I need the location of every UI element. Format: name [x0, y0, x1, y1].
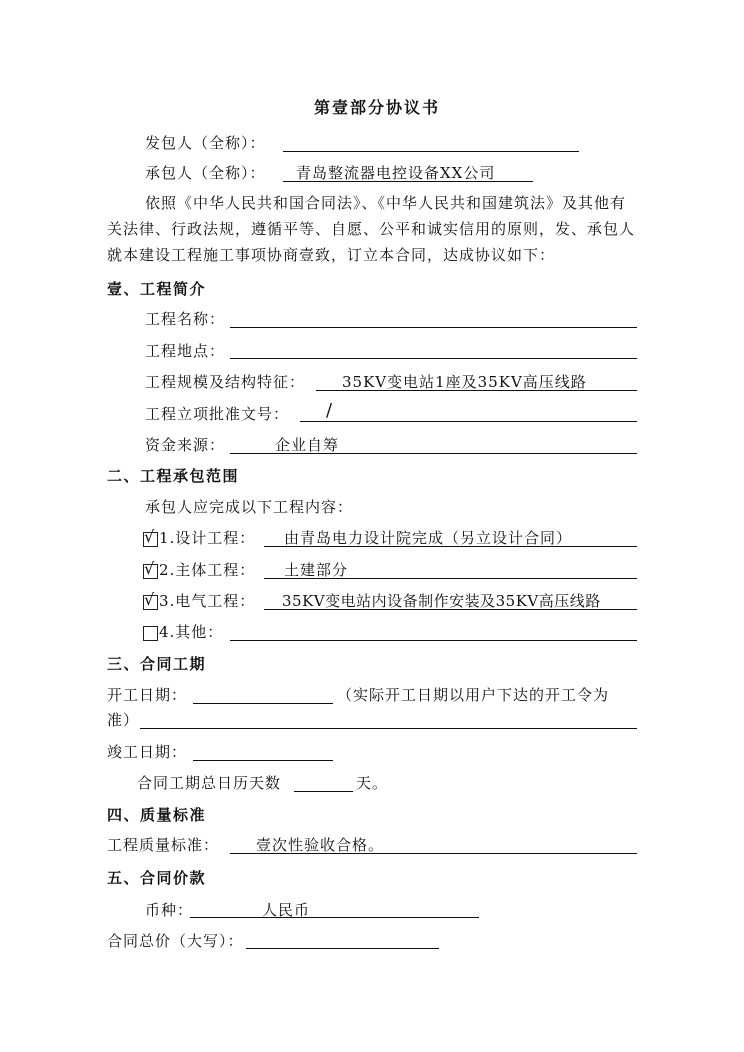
start-date-note: （实际开工日期以用户下达的开工令为: [337, 686, 610, 704]
section-5-heading: 五、合同价款: [107, 869, 207, 887]
project-scale-value: 35KV变电站1座及35KV高压线路: [342, 373, 587, 391]
section-1-heading: 壹、工程简介: [107, 280, 207, 298]
section-3-heading: 三、合同工期: [107, 655, 207, 673]
start-date-note-cont: 准）: [107, 711, 140, 729]
scope-item-4-checkbox[interactable]: [143, 626, 158, 641]
currency-field[interactable]: [190, 917, 479, 918]
project-scale-label: 工程规模及结构特征：: [145, 373, 306, 391]
approval-number-label: 工程立项批准文号：: [145, 405, 290, 423]
start-date-label: 开工日期：: [107, 686, 188, 704]
intro-line-2: 关法律、行政法规，遵循平等、自愿、公平和诚实信用的原则，发、承包人: [107, 220, 636, 238]
scope-item-4-field[interactable]: [230, 640, 637, 641]
scope-item-3-value: 35KV变电站内设备制作安装及35KV高压线路: [282, 592, 601, 610]
total-days-field[interactable]: [294, 791, 353, 792]
contractor-value: 青岛整流器电控设备XX公司: [296, 164, 496, 182]
quality-standard-value: 壹次性验收合格。: [256, 836, 385, 854]
scope-intro: 承包人应完成以下工程内容：: [145, 498, 354, 516]
employer-field[interactable]: [283, 151, 579, 152]
checkmark-icon: √: [144, 527, 155, 546]
section-2-heading: 二、工程承包范围: [107, 467, 240, 485]
funding-source-label: 资金来源：: [145, 436, 226, 454]
end-date-field[interactable]: [193, 760, 333, 761]
scope-item-2-value: 土建部分: [284, 561, 349, 579]
project-name-label: 工程名称：: [145, 310, 226, 328]
scope-item-4-label: 4.其他：: [159, 623, 224, 641]
project-location-label: 工程地点：: [145, 342, 226, 360]
project-location-field[interactable]: [230, 358, 637, 359]
total-days-suffix: 天。: [356, 774, 389, 792]
approval-number-value: /: [326, 400, 334, 421]
contractor-label: 承包人（全称）：: [145, 164, 266, 182]
currency-label: 币种：: [145, 901, 194, 919]
employer-label: 发包人（全称）：: [145, 134, 266, 152]
start-date-note-field[interactable]: [140, 728, 637, 729]
project-name-field[interactable]: [230, 327, 637, 328]
section-4-heading: 四、质量标准: [107, 806, 207, 824]
quality-standard-label: 工程质量标准：: [107, 836, 220, 854]
end-date-label: 竣工日期：: [107, 743, 188, 761]
start-date-field[interactable]: [193, 703, 333, 704]
intro-line-1: 依照《中华人民共和国合同法》、《中华人民共和国建筑法》及其他有: [145, 194, 627, 212]
intro-line-3: 就本建设工程施工事项协商壹致，订立本合同，达成协议如下：: [107, 246, 556, 264]
funding-source-value: 企业自筹: [275, 436, 340, 454]
scope-item-3-label: 3.电气工程：: [159, 592, 256, 610]
scope-item-2-label: 2.主体工程：: [159, 561, 256, 579]
total-days-prefix: 合同工期总日历天数: [137, 774, 282, 792]
scope-item-1-value: 由青岛电力设计院完成（另立设计合同）: [284, 529, 573, 547]
total-price-label: 合同总价（大写）：: [107, 932, 244, 950]
scope-item-1-label: 1.设计工程：: [159, 529, 256, 547]
approval-number-field[interactable]: [300, 421, 637, 422]
checkmark-icon: √: [144, 590, 155, 609]
checkmark-icon: √: [144, 559, 155, 578]
page-title: 第壹部分协议书: [314, 98, 441, 117]
total-price-field[interactable]: [246, 948, 439, 949]
currency-value: 人民币: [262, 901, 311, 919]
